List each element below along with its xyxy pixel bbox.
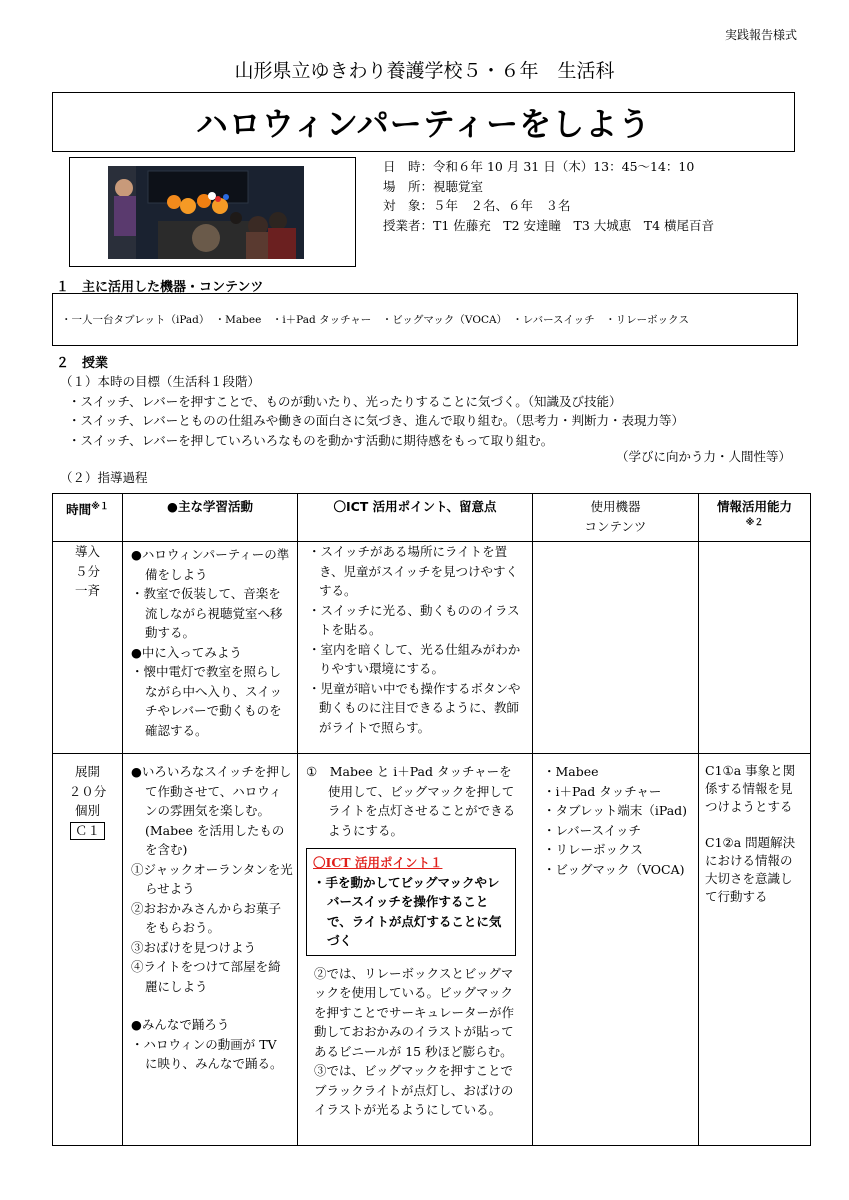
dev-activities: ●いろいろなスイッチを押して作動させて、ハロウィンの雰囲気を楽しむ。(Mabee を活用したものを含む) ①ジャックオーランタンを光らせよう ②おおかみさんからお菓子をもらおう。 ③おばけを見つけよう ④ライトをつけて部屋を綺麗にしよう ●みんなで踊ろう ・ハロウィンの動画が TV に映り、みんなで踊る。 <box>123 754 298 1146</box>
intro-ict: ・スイッチがある場所にライトを置き、児童がスイッチを見つけやすくする。 ・スイッチに光る、動くもののイラストを貼る。 ・室内を暗くして、光る仕組みがわかりやすい環境にする。 ・児童が暗い中でも操作するボタンや動くものに注目できるように、教師がライトで照らす。 <box>298 542 533 754</box>
dev-abilities: C1①a 事象と関係する情報を見つけようとする C1②a 問題解決における情報の大切さを意識して行動する <box>699 754 811 1146</box>
header-time: 時間$^{※1}$ <box>53 494 123 542</box>
goal-heading: （１）本時の目標（生活科１段階） <box>60 374 261 389</box>
table-header-row <box>53 494 811 542</box>
table-row-intro <box>53 542 811 754</box>
lesson-process-table <box>52 493 811 1146</box>
section1-heading: １ 主に活用した機器・コンテンツ <box>56 280 264 295</box>
dev-ict: ① Mabee と i＋Pad タッチャーを使用して、ビッグマックを押してライトを点灯させることができるようにする。 〇ICT 活用ポイント１ ・手を動かしてビッグマックやレバースイッチを操作することで、ライトが点灯することに気づく ②では、リレーボックスとビッグマックを使用している。ビッグマックを押すことでサーキュレーターが作動しておおかみのイラストが貼ってあるビニールが 15 秒ほど膨らむ。 ③では、ビッグマックを押すことでブラックライトが点灯し、おばけのイラストが光るようにしている。 <box>298 754 533 1146</box>
goals-block <box>60 372 684 450</box>
header-ict: 〇ICT 活用ポイント、留意点 <box>298 494 533 542</box>
intro-abilities <box>699 542 811 754</box>
table-row-development <box>53 754 811 1146</box>
info-teachers: 授業者：T1 佐藤充 T2 安達瞳 T3 大城恵 T4 横尾百音 <box>383 217 715 233</box>
intro-activities: ●ハロウィンパーティーの準備をしよう ・教室で仮装して、音楽を流しながら視聴覚室へ移動する。 ●中に入ってみよう ・懐中電灯で教室を照らしながら中へ入り、スイッチやレバーで動くものを確認する。 <box>123 542 298 754</box>
info-target: 対 象：５年 ２名、６年 ３名 <box>383 198 571 213</box>
ict-point-box <box>306 848 516 956</box>
header-ability: 情報活用能力 ※２ <box>699 494 811 542</box>
lesson-info <box>383 157 714 235</box>
photo-frame <box>69 157 356 267</box>
lesson-title: ハロウィンパーティーをしよう <box>52 92 795 152</box>
ict-point-body: ・手を動かしてビッグマックやレバースイッチを操作することで、ライトが点灯することに気づく <box>313 874 502 948</box>
intro-time: 導入 ５分 一斉 <box>53 542 123 754</box>
process-heading: （２）指導過程 <box>60 470 148 485</box>
info-place: 場 所：視聴覚室 <box>383 178 484 194</box>
header-device: 使用機器 コンテンツ <box>533 494 699 542</box>
header-activity: ●主な学習活動 <box>123 494 298 542</box>
section2-heading: ２ 授業 <box>56 356 109 371</box>
goal-item: ・スイッチ、レバーを押すことで、ものが動いたり、光ったりすることに気づく。（知識及び技能） <box>68 393 622 409</box>
class-photo <box>108 166 304 259</box>
c1-badge: Ｃ１ <box>70 822 105 840</box>
report-format-label: 実践報告様式 <box>724 28 797 42</box>
goal-tail: （学びに向かう力・人間性等） <box>615 449 791 464</box>
dev-devices: ・Mabee ・i＋Pad タッチャー ・タブレット端末（iPad) ・レバースイッチ ・リレーボックス ・ビッグマック（VOCA) <box>533 754 699 1146</box>
device-list-box: ・一人一台タブレット（iPad） ・Mabee ・i＋Pad タッチャー ・ビッグマック（VOCA） ・レバースイッチ ・リレーボックス <box>52 293 798 346</box>
goal-item: ・スイッチ、レバーを押していろいろなものを動かす活動に期待感をもって取り組む。 <box>68 432 554 448</box>
ict-point-title: 〇ICT 活用ポイント１ <box>313 855 443 870</box>
school-subject-line: 山形県立ゆきわり養護学校５・６年 生活科 <box>234 60 615 82</box>
goal-item: ・スイッチ、レバーとものの仕組みや働きの面白さに気づき、進んで取り組む。（思考力・判断力・表現力等） <box>68 413 685 428</box>
info-date: 日 時：令和６年 10 月 31 日（木）13：45～14：10 <box>383 159 695 174</box>
intro-devices <box>533 542 699 754</box>
dev-time: 展開 ２０分 個別 Ｃ１ <box>53 754 123 1146</box>
